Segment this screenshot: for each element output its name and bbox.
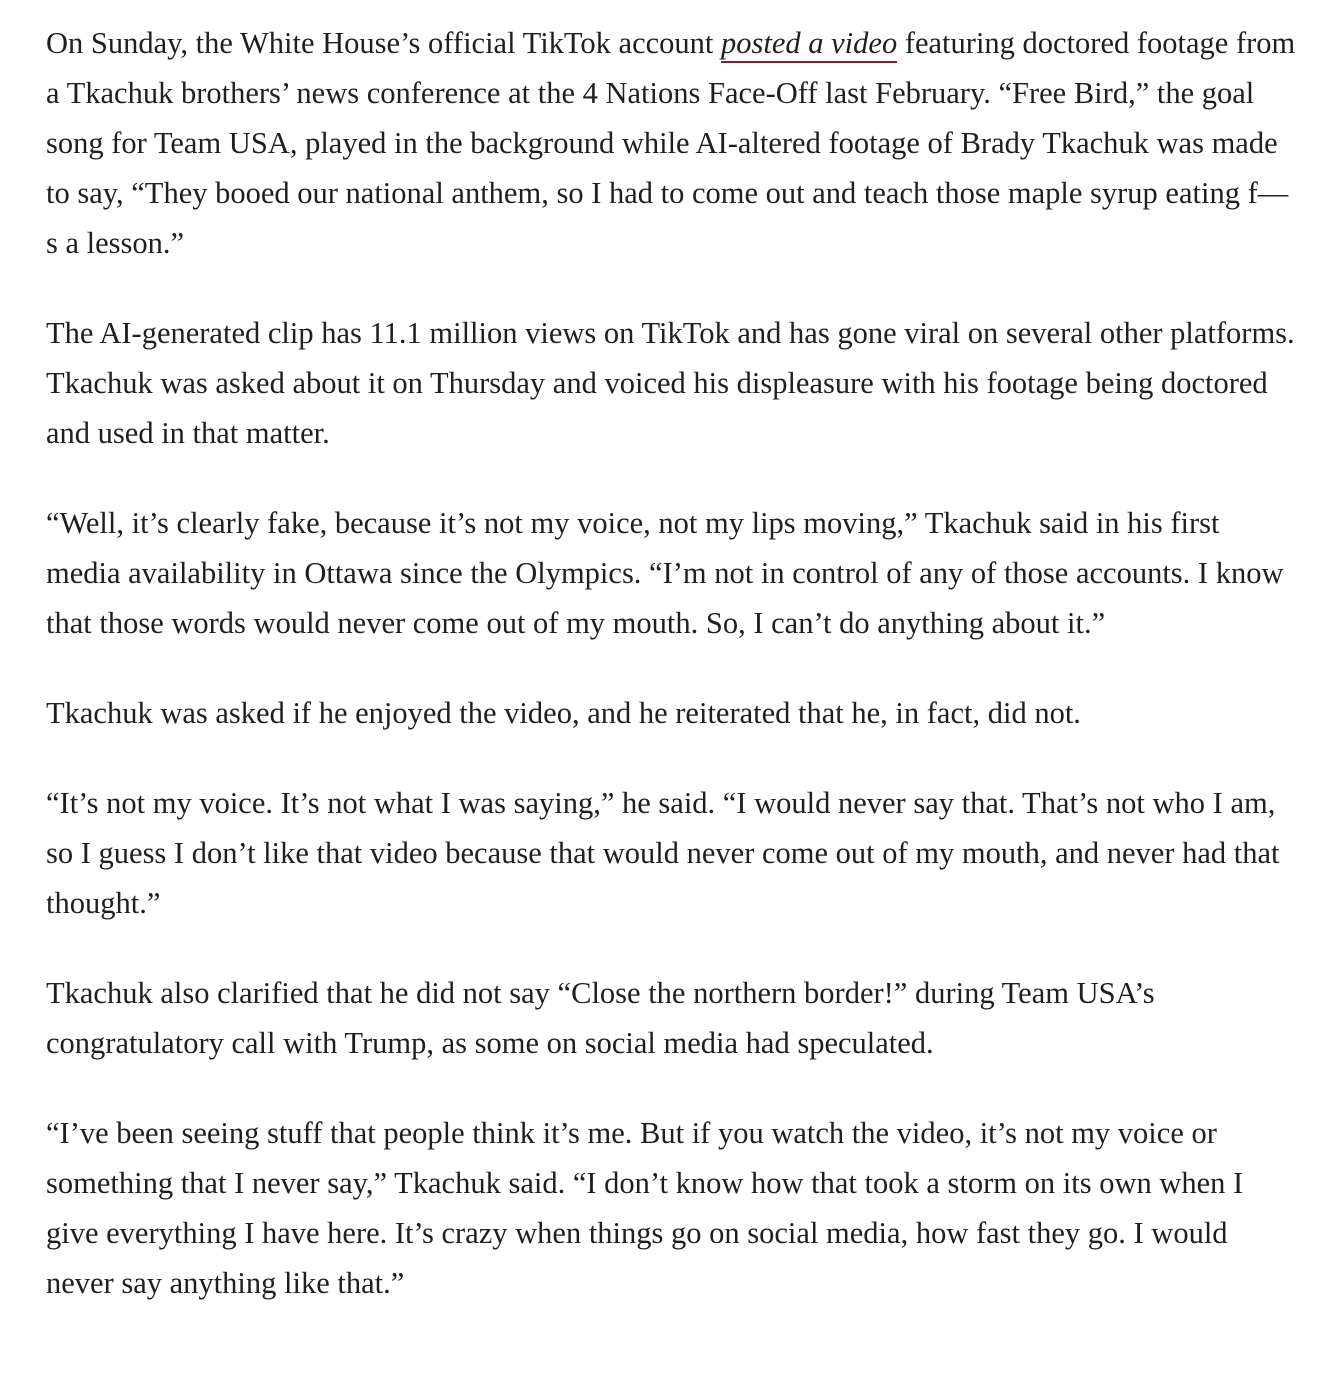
article-paragraph: “It’s not my voice. It’s not what I was saying,” he said. “I would never say that. That’s not who I am, so I guess I don’t like that video because that would never come out of my mouth, and never had that thought.”: [46, 786, 1280, 920]
article-paragraph: The AI-generated clip has 11.1 million views on TikTok and has gone viral on several other platforms. Tkachuk was asked about it on Thursday and voiced his displeasure with his footage being doctored and used in that matter.: [46, 316, 1295, 450]
paragraph-text: On Sunday, the White House’s official TikTok account: [46, 26, 722, 60]
paragraph-text: featuring doctored footage from a Tkachuk brothers’ news conference at the 4 Nations Face-Off last February. “Free Bird,” the goal song for Team USA, played in the background while AI-altered footage of Brady Tkachuk was made to say, “They booed our national anthem, so I had to come out and teach those maple syrup eating f—s a lesson.”: [46, 26, 1296, 260]
article-paragraph: “Well, it’s clearly fake, because it’s not my voice, not my lips moving,” Tkachuk said in his first media availability in Ottawa since the Olympics. “I’m not in control of any of those accounts. I know that those words would never come out of my mouth. So, I can’t do anything about it.”: [46, 506, 1284, 640]
article-paragraph: [46, 18, 1296, 268]
article-paragraph: “I’ve been seeing stuff that people think it’s me. But if you watch the video, it’s not my voice or something that I never say,” Tkachuk said. “I don’t know how that took a storm on its own when I give everything I have here. It’s crazy when things go on social media, how fast they go. I would never say anything like that.”: [46, 1116, 1244, 1300]
article-paragraph: Tkachuk also clarified that he did not say “Close the northern border!” during Team USA’s congratulatory call with Trump, as some on social media had speculated.: [46, 976, 1155, 1060]
posted-video-link[interactable]: posted a video: [721, 26, 897, 63]
article-paragraph: Tkachuk was asked if he enjoyed the video, and he reiterated that he, in fact, did not.: [46, 696, 1081, 730]
